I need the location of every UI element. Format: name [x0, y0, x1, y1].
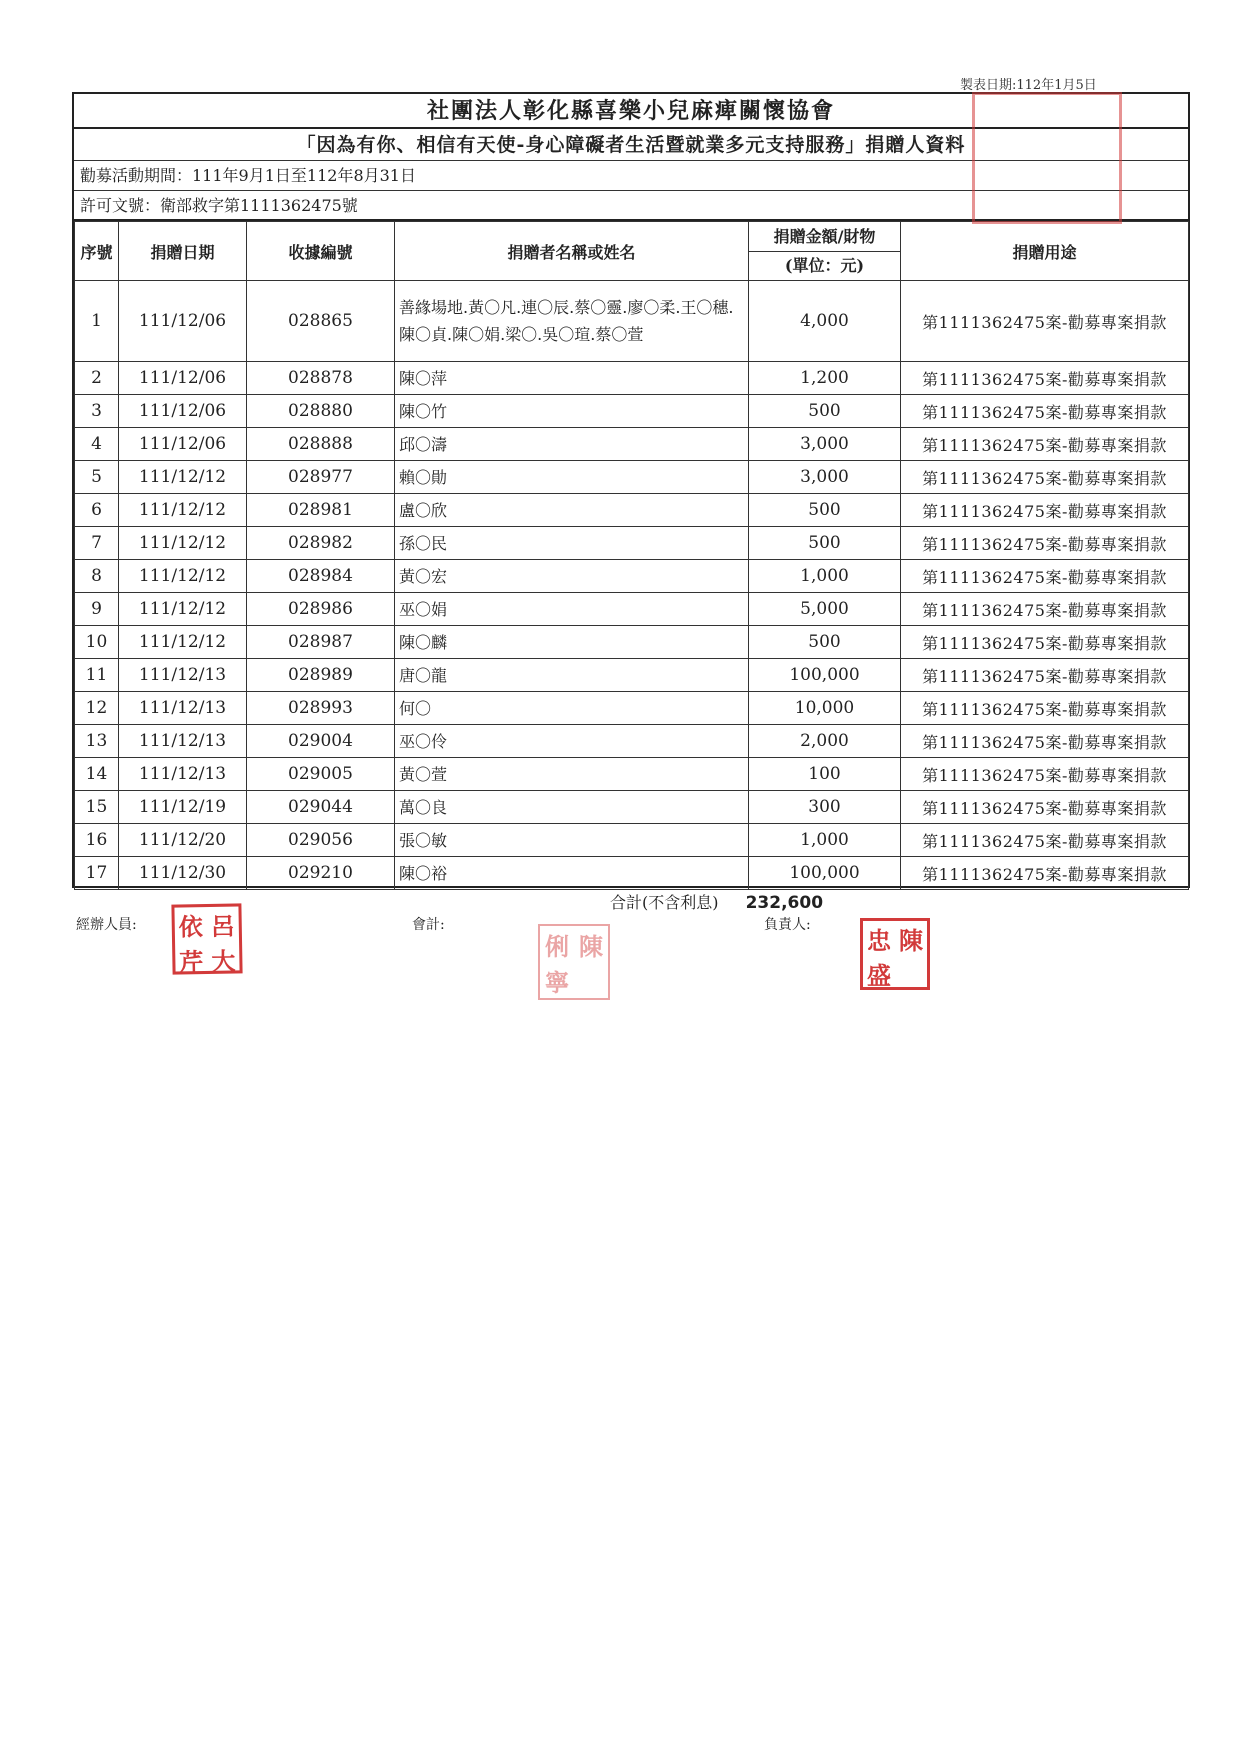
total-label: 合計(不含利息)	[610, 893, 719, 912]
table-row	[75, 857, 1189, 890]
table-row	[75, 725, 1189, 758]
head-seal	[860, 918, 930, 990]
head-label: 負責人:	[764, 917, 811, 933]
cell-amount: 100,000	[749, 857, 901, 890]
cell-date: 111/12/12	[119, 494, 247, 527]
permit-number: 許可文號：衛部救字第1111362475號	[74, 191, 1188, 221]
seal-char: 呂	[210, 911, 236, 941]
cell-use: 第1111362475案-勸募專案捐款	[901, 725, 1189, 758]
cell-no: 3	[75, 395, 119, 428]
cell-use: 第1111362475案-勸募專案捐款	[901, 824, 1189, 857]
col-header-amount	[749, 222, 901, 281]
col-header-no: 序號	[75, 222, 119, 281]
cell-donor-name: 黃〇宏	[395, 560, 749, 593]
cell-receipt: 028986	[247, 593, 395, 626]
cell-no: 16	[75, 824, 119, 857]
cell-donor-name: 張〇敏	[395, 824, 749, 857]
amount-header-label: 捐贈金額/財物	[749, 223, 900, 252]
cell-donor-name: 陳〇竹	[395, 395, 749, 428]
cell-no: 10	[75, 626, 119, 659]
seal-char: 盛	[867, 961, 891, 990]
cell-date: 111/12/06	[119, 281, 247, 362]
table-row	[75, 593, 1189, 626]
cell-date: 111/12/06	[119, 362, 247, 395]
col-header-receipt: 收據編號	[247, 222, 395, 281]
cell-date: 111/12/12	[119, 560, 247, 593]
cell-amount: 2,000	[749, 725, 901, 758]
cell-no: 5	[75, 461, 119, 494]
cell-use: 第1111362475案-勸募專案捐款	[901, 527, 1189, 560]
seal-char: 寧	[545, 967, 569, 997]
table-row	[75, 791, 1189, 824]
organization-seal	[972, 92, 1122, 224]
cell-use: 第1111362475案-勸募專案捐款	[901, 692, 1189, 725]
seal-char: 依	[178, 912, 204, 942]
cell-use: 第1111362475案-勸募專案捐款	[901, 659, 1189, 692]
cell-no: 17	[75, 857, 119, 890]
cell-use: 第1111362475案-勸募專案捐款	[901, 362, 1189, 395]
seal-char: 大	[211, 946, 236, 976]
cell-receipt: 029056	[247, 824, 395, 857]
cell-amount: 1,000	[749, 824, 901, 857]
amount-unit-label: (單位：元)	[784, 255, 865, 275]
table-row	[75, 626, 1189, 659]
cell-donor-name: 巫〇伶	[395, 725, 749, 758]
cell-receipt: 028987	[247, 626, 395, 659]
cell-use: 第1111362475案-勸募專案捐款	[901, 791, 1189, 824]
cell-date: 111/12/06	[119, 428, 247, 461]
cell-date: 111/12/06	[119, 395, 247, 428]
table-row	[75, 692, 1189, 725]
table-row	[75, 281, 1189, 362]
table-row	[75, 659, 1189, 692]
total-line	[610, 890, 823, 913]
cell-amount: 100	[749, 758, 901, 791]
seal-char: 忠	[867, 926, 891, 955]
cell-receipt: 028878	[247, 362, 395, 395]
col-header-name: 捐贈者名稱或姓名	[395, 222, 749, 281]
table-row	[75, 494, 1189, 527]
cell-receipt: 029005	[247, 758, 395, 791]
cell-no: 15	[75, 791, 119, 824]
cell-amount: 300	[749, 791, 901, 824]
col-header-use: 捐贈用途	[901, 222, 1189, 281]
cell-use: 第1111362475案-勸募專案捐款	[901, 857, 1189, 890]
cell-donor-name: 陳〇麟	[395, 626, 749, 659]
cell-donor-name: 陳〇裕	[395, 857, 749, 890]
cell-receipt: 028984	[247, 560, 395, 593]
cell-no: 12	[75, 692, 119, 725]
seal-char: 陳	[579, 931, 603, 961]
cell-date: 111/12/13	[119, 758, 247, 791]
cell-amount: 3,000	[749, 461, 901, 494]
cell-receipt: 028880	[247, 395, 395, 428]
cell-no: 4	[75, 428, 119, 461]
cell-no: 1	[75, 281, 119, 362]
cell-donor-name: 陳〇萍	[395, 362, 749, 395]
cell-date: 111/12/20	[119, 824, 247, 857]
table-row	[75, 527, 1189, 560]
cell-amount: 500	[749, 395, 901, 428]
cell-receipt: 029004	[247, 725, 395, 758]
cell-use: 第1111362475案-勸募專案捐款	[901, 758, 1189, 791]
cell-amount: 3,000	[749, 428, 901, 461]
accountant-seal	[538, 924, 610, 1000]
cell-donor-name: 孫〇民	[395, 527, 749, 560]
cell-receipt: 028888	[247, 428, 395, 461]
table-row	[75, 428, 1189, 461]
cell-donor-name: 邱〇濤	[395, 428, 749, 461]
table-row	[75, 461, 1189, 494]
cell-donor-name: 巫〇娟	[395, 593, 749, 626]
table-row	[75, 824, 1189, 857]
cell-no: 2	[75, 362, 119, 395]
seal-char: 陳	[899, 926, 923, 955]
cell-receipt: 029210	[247, 857, 395, 890]
campaign-period: 勸募活動期間：111年9月1日至112年8月31日	[74, 161, 1188, 191]
cell-date: 111/12/12	[119, 593, 247, 626]
cell-date: 111/12/19	[119, 791, 247, 824]
cell-use: 第1111362475案-勸募專案捐款	[901, 494, 1189, 527]
cell-date: 111/12/13	[119, 692, 247, 725]
cell-amount: 10,000	[749, 692, 901, 725]
cell-date: 111/12/12	[119, 626, 247, 659]
cell-use: 第1111362475案-勸募專案捐款	[901, 560, 1189, 593]
cell-use: 第1111362475案-勸募專案捐款	[901, 428, 1189, 461]
org-title: 社團法人彰化縣喜樂小兒麻痺關懷協會	[74, 94, 1188, 129]
cell-receipt: 028977	[247, 461, 395, 494]
accountant-label: 會計:	[412, 917, 445, 933]
table-row	[75, 560, 1189, 593]
cell-receipt: 028865	[247, 281, 395, 362]
cell-amount: 5,000	[749, 593, 901, 626]
donor-table	[74, 221, 1189, 890]
cell-amount: 500	[749, 494, 901, 527]
handler-seal	[171, 903, 242, 977]
cell-no: 14	[75, 758, 119, 791]
cell-amount: 500	[749, 626, 901, 659]
cell-no: 9	[75, 593, 119, 626]
cell-amount: 1,000	[749, 560, 901, 593]
cell-date: 111/12/12	[119, 527, 247, 560]
cell-use: 第1111362475案-勸募專案捐款	[901, 461, 1189, 494]
cell-receipt: 028981	[247, 494, 395, 527]
col-header-date: 捐贈日期	[119, 222, 247, 281]
cell-donor-name: 唐〇龍	[395, 659, 749, 692]
cell-receipt: 028989	[247, 659, 395, 692]
cell-date: 111/12/12	[119, 461, 247, 494]
cell-donor-name: 賴〇勛	[395, 461, 749, 494]
handler-label: 經辦人員:	[76, 917, 137, 933]
cell-donor-name: 善緣場地.黃〇凡.連〇辰.蔡〇靈.廖〇柔.王〇穗.陳〇貞.陳〇娟.梁〇.吳〇瑄.蔡〇萱	[395, 281, 749, 362]
cell-amount: 1,200	[749, 362, 901, 395]
cell-donor-name: 萬〇良	[395, 791, 749, 824]
cell-donor-name: 盧〇欣	[395, 494, 749, 527]
project-subtitle: 「因為有你、相信有天使-身心障礙者生活暨就業多元支持服務」捐贈人資料	[74, 129, 1188, 161]
made-date: 製表日期:112年1月5日	[960, 78, 1097, 93]
cell-no: 7	[75, 527, 119, 560]
cell-no: 11	[75, 659, 119, 692]
seal-char: 俐	[545, 931, 569, 961]
cell-date: 111/12/30	[119, 857, 247, 890]
cell-use: 第1111362475案-勸募專案捐款	[901, 626, 1189, 659]
cell-donor-name: 黃〇萱	[395, 758, 749, 791]
table-row	[75, 758, 1189, 791]
cell-use: 第1111362475案-勸募專案捐款	[901, 281, 1189, 362]
cell-amount: 100,000	[749, 659, 901, 692]
cell-receipt: 028982	[247, 527, 395, 560]
cell-date: 111/12/13	[119, 725, 247, 758]
cell-receipt: 029044	[247, 791, 395, 824]
cell-no: 6	[75, 494, 119, 527]
cell-use: 第1111362475案-勸募專案捐款	[901, 593, 1189, 626]
cell-receipt: 028993	[247, 692, 395, 725]
cell-no: 13	[75, 725, 119, 758]
table-header-row	[75, 222, 1189, 281]
table-row	[75, 395, 1189, 428]
table-row	[75, 362, 1189, 395]
total-value: 232,600	[745, 893, 824, 913]
seal-char: 芹	[179, 947, 204, 977]
cell-use: 第1111362475案-勸募專案捐款	[901, 395, 1189, 428]
cell-donor-name: 何〇	[395, 692, 749, 725]
cell-amount: 4,000	[749, 281, 901, 362]
cell-date: 111/12/13	[119, 659, 247, 692]
cell-no: 8	[75, 560, 119, 593]
cell-amount: 500	[749, 527, 901, 560]
